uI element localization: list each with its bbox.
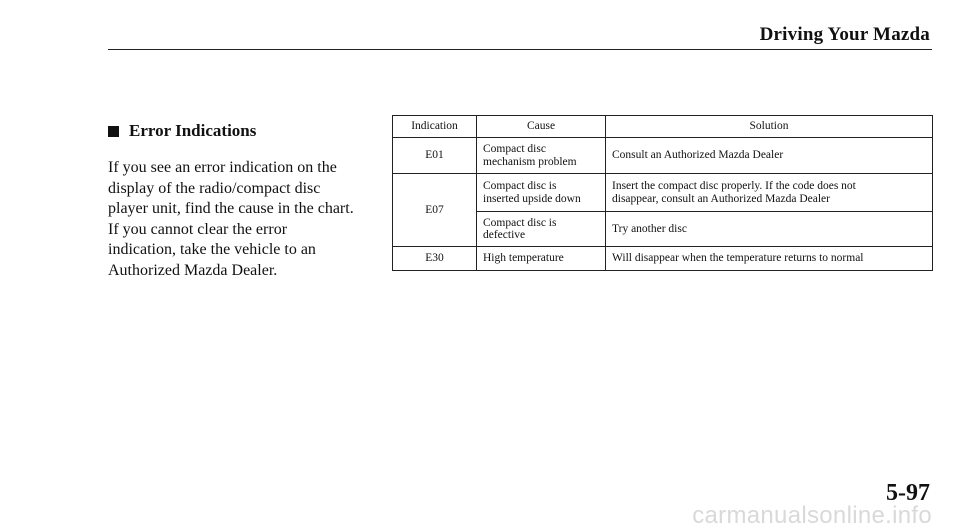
cause-cell: [477, 138, 606, 174]
solution-line: disappear, consult an Authorized Mazda Dealer: [612, 192, 830, 205]
watermark-text: carmanualsonline.info: [692, 502, 932, 529]
cause-cell: [477, 212, 606, 247]
body-line: If you see an error indication on the: [108, 159, 337, 176]
cause-cell: [477, 174, 606, 212]
error-indication-table: [392, 115, 933, 271]
cause-cell: High temperature: [477, 247, 606, 271]
table-row: [393, 138, 933, 174]
cause-line: inserted upside down: [483, 192, 581, 205]
indication-cell: E07: [393, 174, 477, 247]
body-line: If you cannot clear the error: [108, 220, 288, 238]
solution-cell: Try another disc: [606, 212, 933, 247]
table-header-row: [393, 116, 933, 138]
header-cause: Cause: [477, 116, 606, 138]
body-line: player unit, find the cause in the chart.: [108, 200, 354, 217]
cause-line: mechanism problem: [483, 155, 577, 168]
square-bullet-icon: [108, 126, 119, 137]
section-body-text: [108, 158, 378, 281]
body-line: display of the radio/compact disc: [108, 179, 321, 197]
indication-cell: E01: [393, 138, 477, 174]
body-line: indication, take the vehicle to an: [108, 241, 316, 258]
header-indication: Indication: [393, 116, 477, 138]
cause-line: Compact disc is: [483, 216, 557, 229]
solution-cell: [606, 174, 933, 212]
section-heading: [108, 121, 256, 141]
cause-line: Compact disc: [483, 143, 546, 155]
table-row: [393, 174, 933, 212]
solution-cell: Consult an Authorized Mazda Dealer: [606, 138, 933, 174]
page-header-title: Driving Your Mazda: [759, 24, 930, 45]
header-divider: [108, 49, 932, 50]
section-heading-text: Error Indications: [129, 121, 257, 140]
page-number: 5-97: [886, 480, 930, 506]
solution-line: Insert the compact disc properly. If the code does not: [612, 180, 856, 192]
indication-cell: E30: [393, 247, 477, 271]
body-line: Authorized Mazda Dealer.: [108, 261, 278, 279]
cause-line: defective: [483, 229, 526, 241]
table-row: [393, 247, 933, 271]
solution-cell: Will disappear when the temperature returns to normal: [606, 247, 933, 271]
header-solution: Solution: [606, 116, 933, 138]
cause-line: Compact disc is: [483, 180, 557, 192]
